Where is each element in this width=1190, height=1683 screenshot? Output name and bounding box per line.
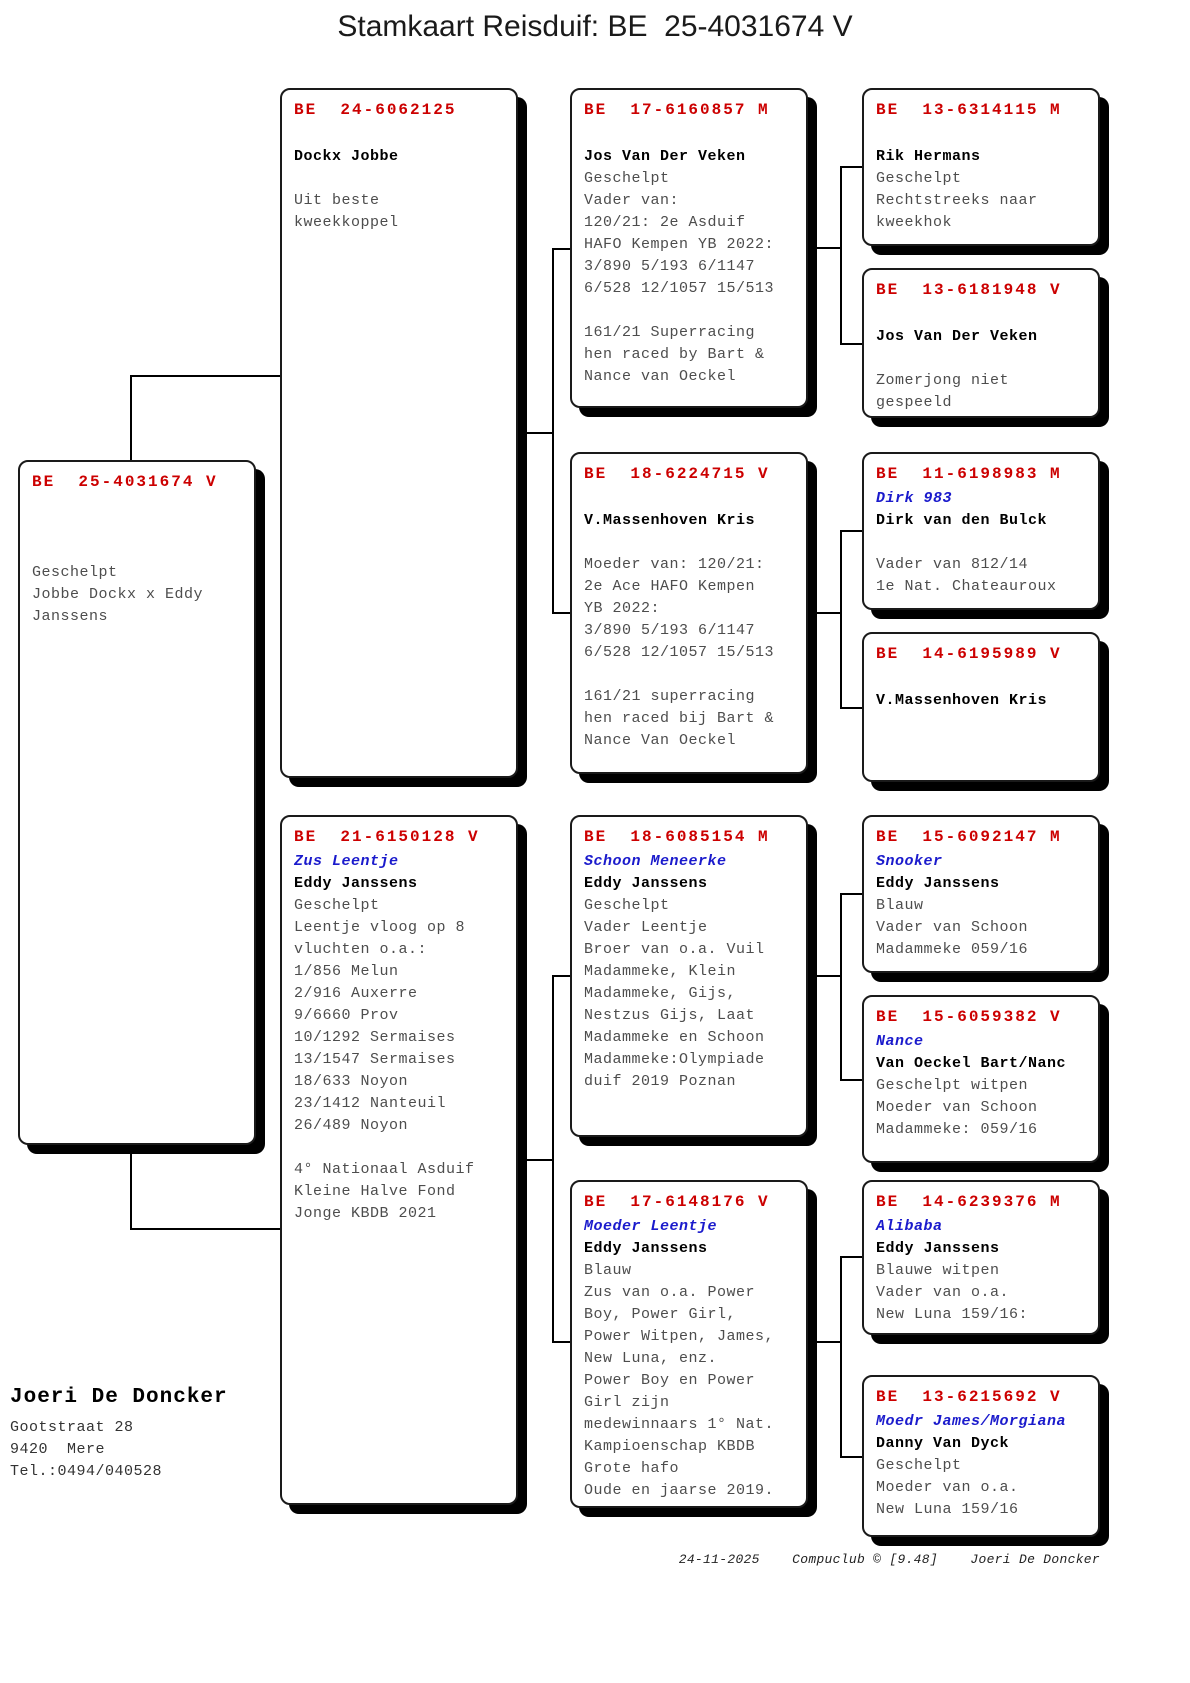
- ring-number: BE 17-6160857 M: [584, 101, 770, 119]
- fancier-name: Van Oeckel Bart/Nanc: [876, 1055, 1067, 1072]
- connector-line: [840, 530, 864, 532]
- pedigree-line: Vader van o.a.: [876, 1284, 1010, 1301]
- ring-number: BE 13-6314115 M: [876, 101, 1062, 119]
- pedigree-line: 1e Nat. Chateauroux: [876, 578, 1057, 595]
- pigeon-nickname: Alibaba: [876, 1218, 943, 1235]
- pedigree-line: [584, 488, 798, 510]
- pedigree-line: [584, 124, 798, 146]
- connector-line: [840, 1079, 864, 1081]
- pedigree-line: HAFO Kempen YB 2022:: [584, 236, 775, 253]
- pedigree-line: 3/890 5/193 6/1147: [584, 622, 756, 639]
- fancier-name: V.Massenhoven Kris: [876, 692, 1048, 709]
- pedigree-line: New Luna, enz.: [584, 1350, 718, 1367]
- fancier-name: V.Massenhoven Kris: [584, 512, 756, 529]
- pedigree-line: Blauw: [876, 897, 924, 914]
- pedigree-line: [294, 168, 508, 190]
- ring-number: BE 17-6148176 V: [584, 1193, 770, 1211]
- pigeon-nickname: Nance: [876, 1033, 924, 1050]
- connector-line: [840, 893, 842, 1081]
- connector-line: [552, 1341, 572, 1343]
- connector-line: [840, 166, 842, 345]
- pedigree-line: [876, 304, 1090, 326]
- fancier-name: Eddy Janssens: [584, 875, 708, 892]
- pedigree-line: Zus van o.a. Power: [584, 1284, 756, 1301]
- pedigree-line: Grote hafo: [584, 1460, 680, 1477]
- pedigree-box-dss: [862, 815, 1100, 973]
- owner-address-city: 9420 Mere: [10, 1441, 106, 1458]
- pedigree-line: [32, 496, 246, 518]
- pedigree-line: [876, 668, 1090, 690]
- pedigree-box-sd: [570, 452, 808, 774]
- connector-line: [840, 343, 864, 345]
- connector-line: [808, 1341, 842, 1343]
- connector-line: [840, 530, 842, 709]
- pigeon-nickname: Snooker: [876, 853, 943, 870]
- pedigree-line: Geschelpt witpen: [876, 1077, 1029, 1094]
- pedigree-line: Girl zijn: [584, 1394, 670, 1411]
- pedigree-line: Vader van Schoon: [876, 919, 1029, 936]
- pedigree-line: Oude en jaarse 2019.: [584, 1482, 775, 1499]
- ring-number: BE 18-6224715 V: [584, 465, 770, 483]
- ring-number: BE 14-6195989 V: [876, 645, 1062, 663]
- pedigree-line: Geschelpt: [876, 1457, 962, 1474]
- connector-line: [130, 375, 132, 462]
- connector-line: [552, 612, 572, 614]
- ring-number: BE 13-6215692 V: [876, 1388, 1062, 1406]
- pedigree-box-dd: [570, 1180, 808, 1508]
- connector-line: [518, 1159, 554, 1161]
- pedigree-line: [876, 532, 1090, 554]
- pedigree-line: 18/633 Noyon: [294, 1073, 409, 1090]
- pedigree-line: [32, 518, 246, 540]
- connector-line: [840, 893, 864, 895]
- pedigree-line: YB 2022:: [584, 600, 661, 617]
- pedigree-line: Moeder van: 120/21:: [584, 556, 765, 573]
- pedigree-line: Geschelpt: [876, 170, 962, 187]
- pedigree-line: Broer van o.a. Vuil: [584, 941, 765, 958]
- connector-line: [840, 1256, 842, 1458]
- fancier-name: Eddy Janssens: [294, 875, 418, 892]
- pedigree-line: Madammeke:Olympiade: [584, 1051, 765, 1068]
- pedigree-line: 23/1412 Nanteuil: [294, 1095, 447, 1112]
- pedigree-line: Vader van 812/14: [876, 556, 1029, 573]
- pedigree-line: 4° Nationaal Asduif: [294, 1161, 475, 1178]
- pedigree-line: Nance Van Oeckel: [584, 732, 737, 749]
- pedigree-line: Power Boy en Power: [584, 1372, 756, 1389]
- pedigree-line: Jobbe Dockx x Eddy: [32, 586, 204, 603]
- pedigree-line: New Luna 159/16: [876, 1501, 1019, 1518]
- pedigree-line: vluchten o.a.:: [294, 941, 428, 958]
- pedigree-line: Zomerjong niet: [876, 372, 1010, 389]
- pedigree-line: duif 2019 Poznan: [584, 1073, 737, 1090]
- pedigree-line: hen raced bij Bart &: [584, 710, 775, 727]
- pedigree-line: 161/21 superracing: [584, 688, 756, 705]
- fancier-name: Jos Van Der Veken: [876, 328, 1038, 345]
- connector-line: [130, 1145, 132, 1230]
- pedigree-line: 1/856 Melun: [294, 963, 399, 980]
- pigeon-nickname: Moeder Leentje: [584, 1218, 718, 1235]
- pedigree-line: Moeder van Schoon: [876, 1099, 1038, 1116]
- pedigree-line: 120/21: 2e Asduif: [584, 214, 746, 231]
- pedigree-line: medewinnaars 1° Nat.: [584, 1416, 775, 1433]
- pedigree-line: 2/916 Auxerre: [294, 985, 418, 1002]
- pedigree-line: Power Witpen, James,: [584, 1328, 775, 1345]
- pedigree-box-dsd: [862, 995, 1100, 1163]
- pedigree-box-ds: [570, 815, 808, 1137]
- pedigree-line: Moeder van o.a.: [876, 1479, 1019, 1496]
- connector-line: [808, 612, 842, 614]
- ring-number: BE 11-6198983 M: [876, 465, 1062, 483]
- connector-line: [552, 975, 572, 977]
- connector-line: [808, 247, 842, 249]
- pedigree-box-dds: [862, 1180, 1100, 1335]
- pedigree-line: Leentje vloog op 8: [294, 919, 466, 936]
- owner-address-street: Gootstraat 28: [10, 1419, 134, 1436]
- pigeon-nickname: Dirk 983: [876, 490, 953, 507]
- connector-line: [840, 1456, 864, 1458]
- fancier-name: Eddy Janssens: [584, 1240, 708, 1257]
- pedigree-line: Madammeke en Schoon: [584, 1029, 765, 1046]
- pedigree-line: [876, 348, 1090, 370]
- pedigree-line: [584, 532, 798, 554]
- ring-number: BE 15-6059382 V: [876, 1008, 1062, 1026]
- fancier-name: Danny Van Dyck: [876, 1435, 1010, 1452]
- pedigree-line: Nance van Oeckel: [584, 368, 737, 385]
- pedigree-line: hen raced by Bart &: [584, 346, 765, 363]
- pedigree-line: Uit beste: [294, 192, 380, 209]
- pedigree-line: Janssens: [32, 608, 109, 625]
- connector-line: [808, 975, 842, 977]
- owner-phone: Tel.:0494/040528: [10, 1463, 163, 1480]
- connector-line: [552, 248, 554, 614]
- connector-line: [552, 975, 554, 1343]
- pedigree-line: Geschelpt: [584, 170, 670, 187]
- pedigree-line: Madammeke 059/16: [876, 941, 1029, 958]
- pedigree-line: [32, 540, 246, 562]
- fancier-name: Dirk van den Bulck: [876, 512, 1048, 529]
- connector-line: [840, 707, 864, 709]
- pedigree-line: Blauwe witpen: [876, 1262, 1000, 1279]
- pedigree-line: New Luna 159/16:: [876, 1306, 1029, 1323]
- pedigree-line: Madammeke, Gijs,: [584, 985, 737, 1002]
- ring-number: BE 25-4031674 V: [32, 473, 218, 491]
- pedigree-box-sds: [862, 452, 1100, 610]
- pedigree-box-sire: [280, 88, 518, 778]
- pedigree-line: 13/1547 Sermaises: [294, 1051, 456, 1068]
- pedigree-box-subject: [18, 460, 256, 1145]
- pedigree-line: kweekhok: [876, 214, 953, 231]
- pedigree-line: kweekkoppel: [294, 214, 399, 231]
- ring-number: BE 14-6239376 M: [876, 1193, 1062, 1211]
- fancier-name: Eddy Janssens: [876, 875, 1000, 892]
- footer-credit: 24-11-2025 Compuclub © [9.48] Joeri De Doncker: [678, 1552, 1100, 1567]
- pedigree-line: Geschelpt: [584, 897, 670, 914]
- pedigree-line: 10/1292 Sermaises: [294, 1029, 456, 1046]
- pedigree-line: Vader van:: [584, 192, 680, 209]
- pedigree-line: 2e Ace HAFO Kempen: [584, 578, 756, 595]
- connector-line: [130, 1228, 282, 1230]
- pedigree-line: [294, 124, 508, 146]
- pedigree-box-ss: [570, 88, 808, 408]
- pedigree-box-sss: [862, 88, 1100, 246]
- pigeon-nickname: Moedr James/Morgiana: [876, 1413, 1067, 1430]
- pedigree-line: Kleine Halve Fond: [294, 1183, 456, 1200]
- ring-number: BE 15-6092147 M: [876, 828, 1062, 846]
- pedigree-line: Boy, Power Girl,: [584, 1306, 737, 1323]
- pedigree-line: 6/528 12/1057 15/513: [584, 644, 775, 661]
- pedigree-line: 3/890 5/193 6/1147: [584, 258, 756, 275]
- connector-line: [840, 166, 864, 168]
- ring-number: BE 13-6181948 V: [876, 281, 1062, 299]
- pedigree-box-ddd: [862, 1375, 1100, 1537]
- ring-number: BE 24-6062125: [294, 101, 457, 119]
- fancier-name: Rik Hermans: [876, 148, 981, 165]
- pedigree-line: [584, 300, 798, 322]
- pedigree-box-sdd: [862, 632, 1100, 782]
- pedigree-box-ssd: [862, 268, 1100, 418]
- pedigree-line: [584, 664, 798, 686]
- pedigree-line: 161/21 Superracing: [584, 324, 756, 341]
- pedigree-line: Madammeke: 059/16: [876, 1121, 1038, 1138]
- pedigree-line: Geschelpt: [32, 564, 118, 581]
- owner-name: Joeri De Doncker: [10, 1386, 228, 1409]
- fancier-name: Jos Van Der Veken: [584, 148, 746, 165]
- pedigree-line: Kampioenschap KBDB: [584, 1438, 756, 1455]
- connector-line: [840, 1256, 864, 1258]
- connector-line: [552, 248, 572, 250]
- pedigree-line: Rechtstreeks naar: [876, 192, 1038, 209]
- pedigree-line: Geschelpt: [294, 897, 380, 914]
- pedigree-line: [876, 124, 1090, 146]
- ring-number: BE 18-6085154 M: [584, 828, 770, 846]
- pedigree-line: Blauw: [584, 1262, 632, 1279]
- page-title: Stamkaart Reisduif: BE 25-4031674 V: [337, 10, 853, 43]
- pedigree-line: 6/528 12/1057 15/513: [584, 280, 775, 297]
- ring-number: BE 21-6150128 V: [294, 828, 480, 846]
- pedigree-box-dam: [280, 815, 518, 1505]
- pedigree-line: 26/489 Noyon: [294, 1117, 409, 1134]
- pigeon-nickname: Schoon Meneerke: [584, 853, 727, 870]
- fancier-name: Eddy Janssens: [876, 1240, 1000, 1257]
- pedigree-line: Madammeke, Klein: [584, 963, 737, 980]
- pigeon-nickname: Zus Leentje: [294, 853, 399, 870]
- pedigree-line: 9/6660 Prov: [294, 1007, 399, 1024]
- connector-line: [130, 375, 282, 377]
- pedigree-line: [294, 1137, 508, 1159]
- connector-line: [518, 432, 554, 434]
- fancier-name: Dockx Jobbe: [294, 148, 399, 165]
- pedigree-line: gespeeld: [876, 394, 953, 411]
- pedigree-line: Jonge KBDB 2021: [294, 1205, 437, 1222]
- pedigree-line: Vader Leentje: [584, 919, 708, 936]
- pedigree-line: Nestzus Gijs, Laat: [584, 1007, 756, 1024]
- owner-block: [10, 1385, 228, 1483]
